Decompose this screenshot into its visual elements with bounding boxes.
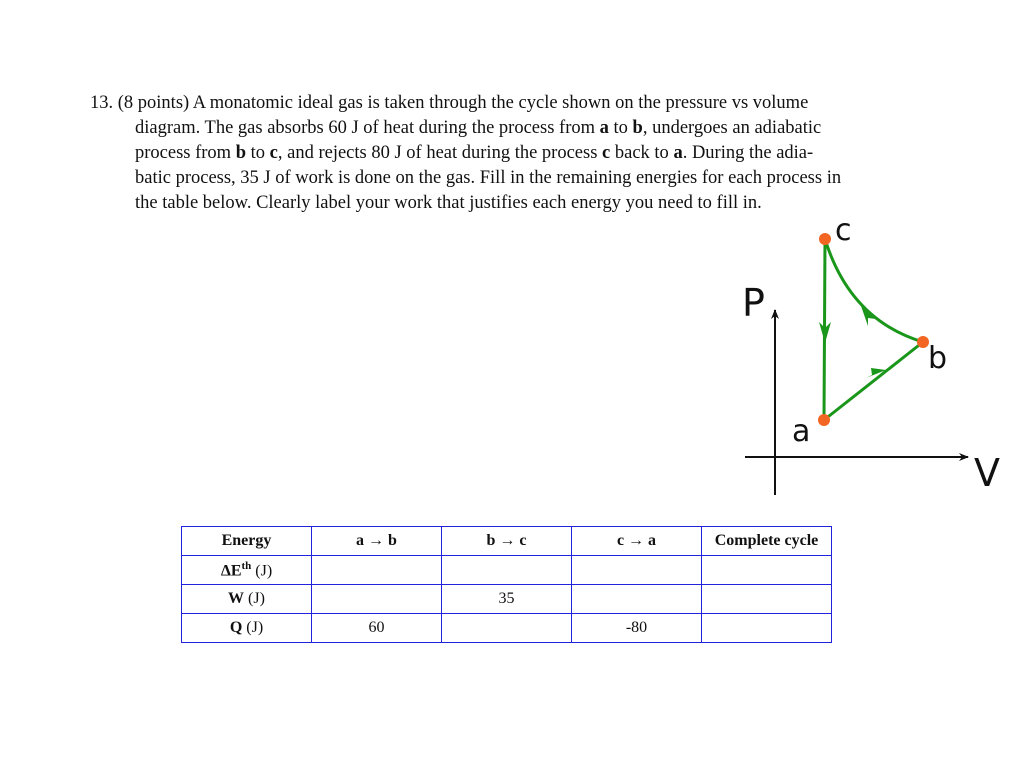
point-a <box>818 414 830 426</box>
volume-axis-label: V <box>974 451 1000 495</box>
table-cell <box>442 614 572 643</box>
quantity-symbol: Q <box>229 619 243 636</box>
table-cell: 60 <box>312 614 442 643</box>
table-cell <box>572 585 702 614</box>
text-segment: process from <box>135 143 236 163</box>
table-cell <box>312 556 442 585</box>
table-cell <box>702 585 832 614</box>
process-b-to-c <box>825 239 923 342</box>
text-segment: back to <box>610 143 674 163</box>
row-label <box>182 614 312 643</box>
point-reference: a <box>599 118 609 138</box>
row-label <box>182 556 312 585</box>
unit: (J) <box>244 590 265 607</box>
row-label <box>182 585 312 614</box>
quantity-symbol: ΔE <box>220 562 242 580</box>
point-c-label: c <box>835 213 852 248</box>
table-header-row <box>182 527 832 556</box>
table-cell <box>442 556 572 585</box>
superscript: th <box>241 559 252 572</box>
header-c-to-a: c → a <box>572 527 702 556</box>
table-cell <box>702 614 832 643</box>
table-cell <box>312 585 442 614</box>
point-reference: a <box>673 143 683 163</box>
header-b-to-c: b → c <box>442 527 572 556</box>
table-cell: -80 <box>572 614 702 643</box>
process-a-to-b <box>824 342 923 420</box>
table-cell <box>702 556 832 585</box>
quantity-symbol: W <box>228 590 245 607</box>
unit: (J) <box>251 562 273 580</box>
table-cell: 35 <box>442 585 572 614</box>
point-c <box>819 233 831 245</box>
point-reference: b <box>235 143 246 163</box>
text-segment: to <box>608 118 633 138</box>
energy-table <box>181 526 832 643</box>
point-reference: c <box>269 143 278 163</box>
table-row <box>182 585 832 614</box>
text-segment: , undergoes an adiabatic <box>642 118 822 138</box>
unit: (J) <box>242 619 264 636</box>
point-a-label: a <box>792 414 811 449</box>
text-segment: 13. (8 points) A monatomic ideal gas is taken through the cycle shown on the pressure vs volume <box>90 93 809 113</box>
text-segment: to <box>246 143 270 163</box>
text-segment: the table below. Clearly label your work that justifies each energy you need to fill in. <box>135 193 762 213</box>
header-a-to-b: a → b <box>312 527 442 556</box>
table-row <box>182 614 832 643</box>
header-complete-cycle: Complete cycle <box>702 527 832 556</box>
point-reference: c <box>602 143 611 163</box>
text-segment: batic process, 35 J of work is done on the gas. Fill in the remaining energies for each process in <box>135 168 842 188</box>
table-row <box>182 556 832 585</box>
point-reference: b <box>632 118 643 138</box>
table-cell <box>572 556 702 585</box>
header-energy: Energy <box>182 527 312 556</box>
text-segment: , and rejects 80 J of heat during the process <box>277 143 603 163</box>
point-b-label: b <box>928 341 948 376</box>
text-segment: . During the adia- <box>682 143 814 163</box>
pressure-axis-label: P <box>742 281 765 325</box>
text-segment: diagram. The gas absorbs 60 J of heat during the process from <box>135 118 600 138</box>
